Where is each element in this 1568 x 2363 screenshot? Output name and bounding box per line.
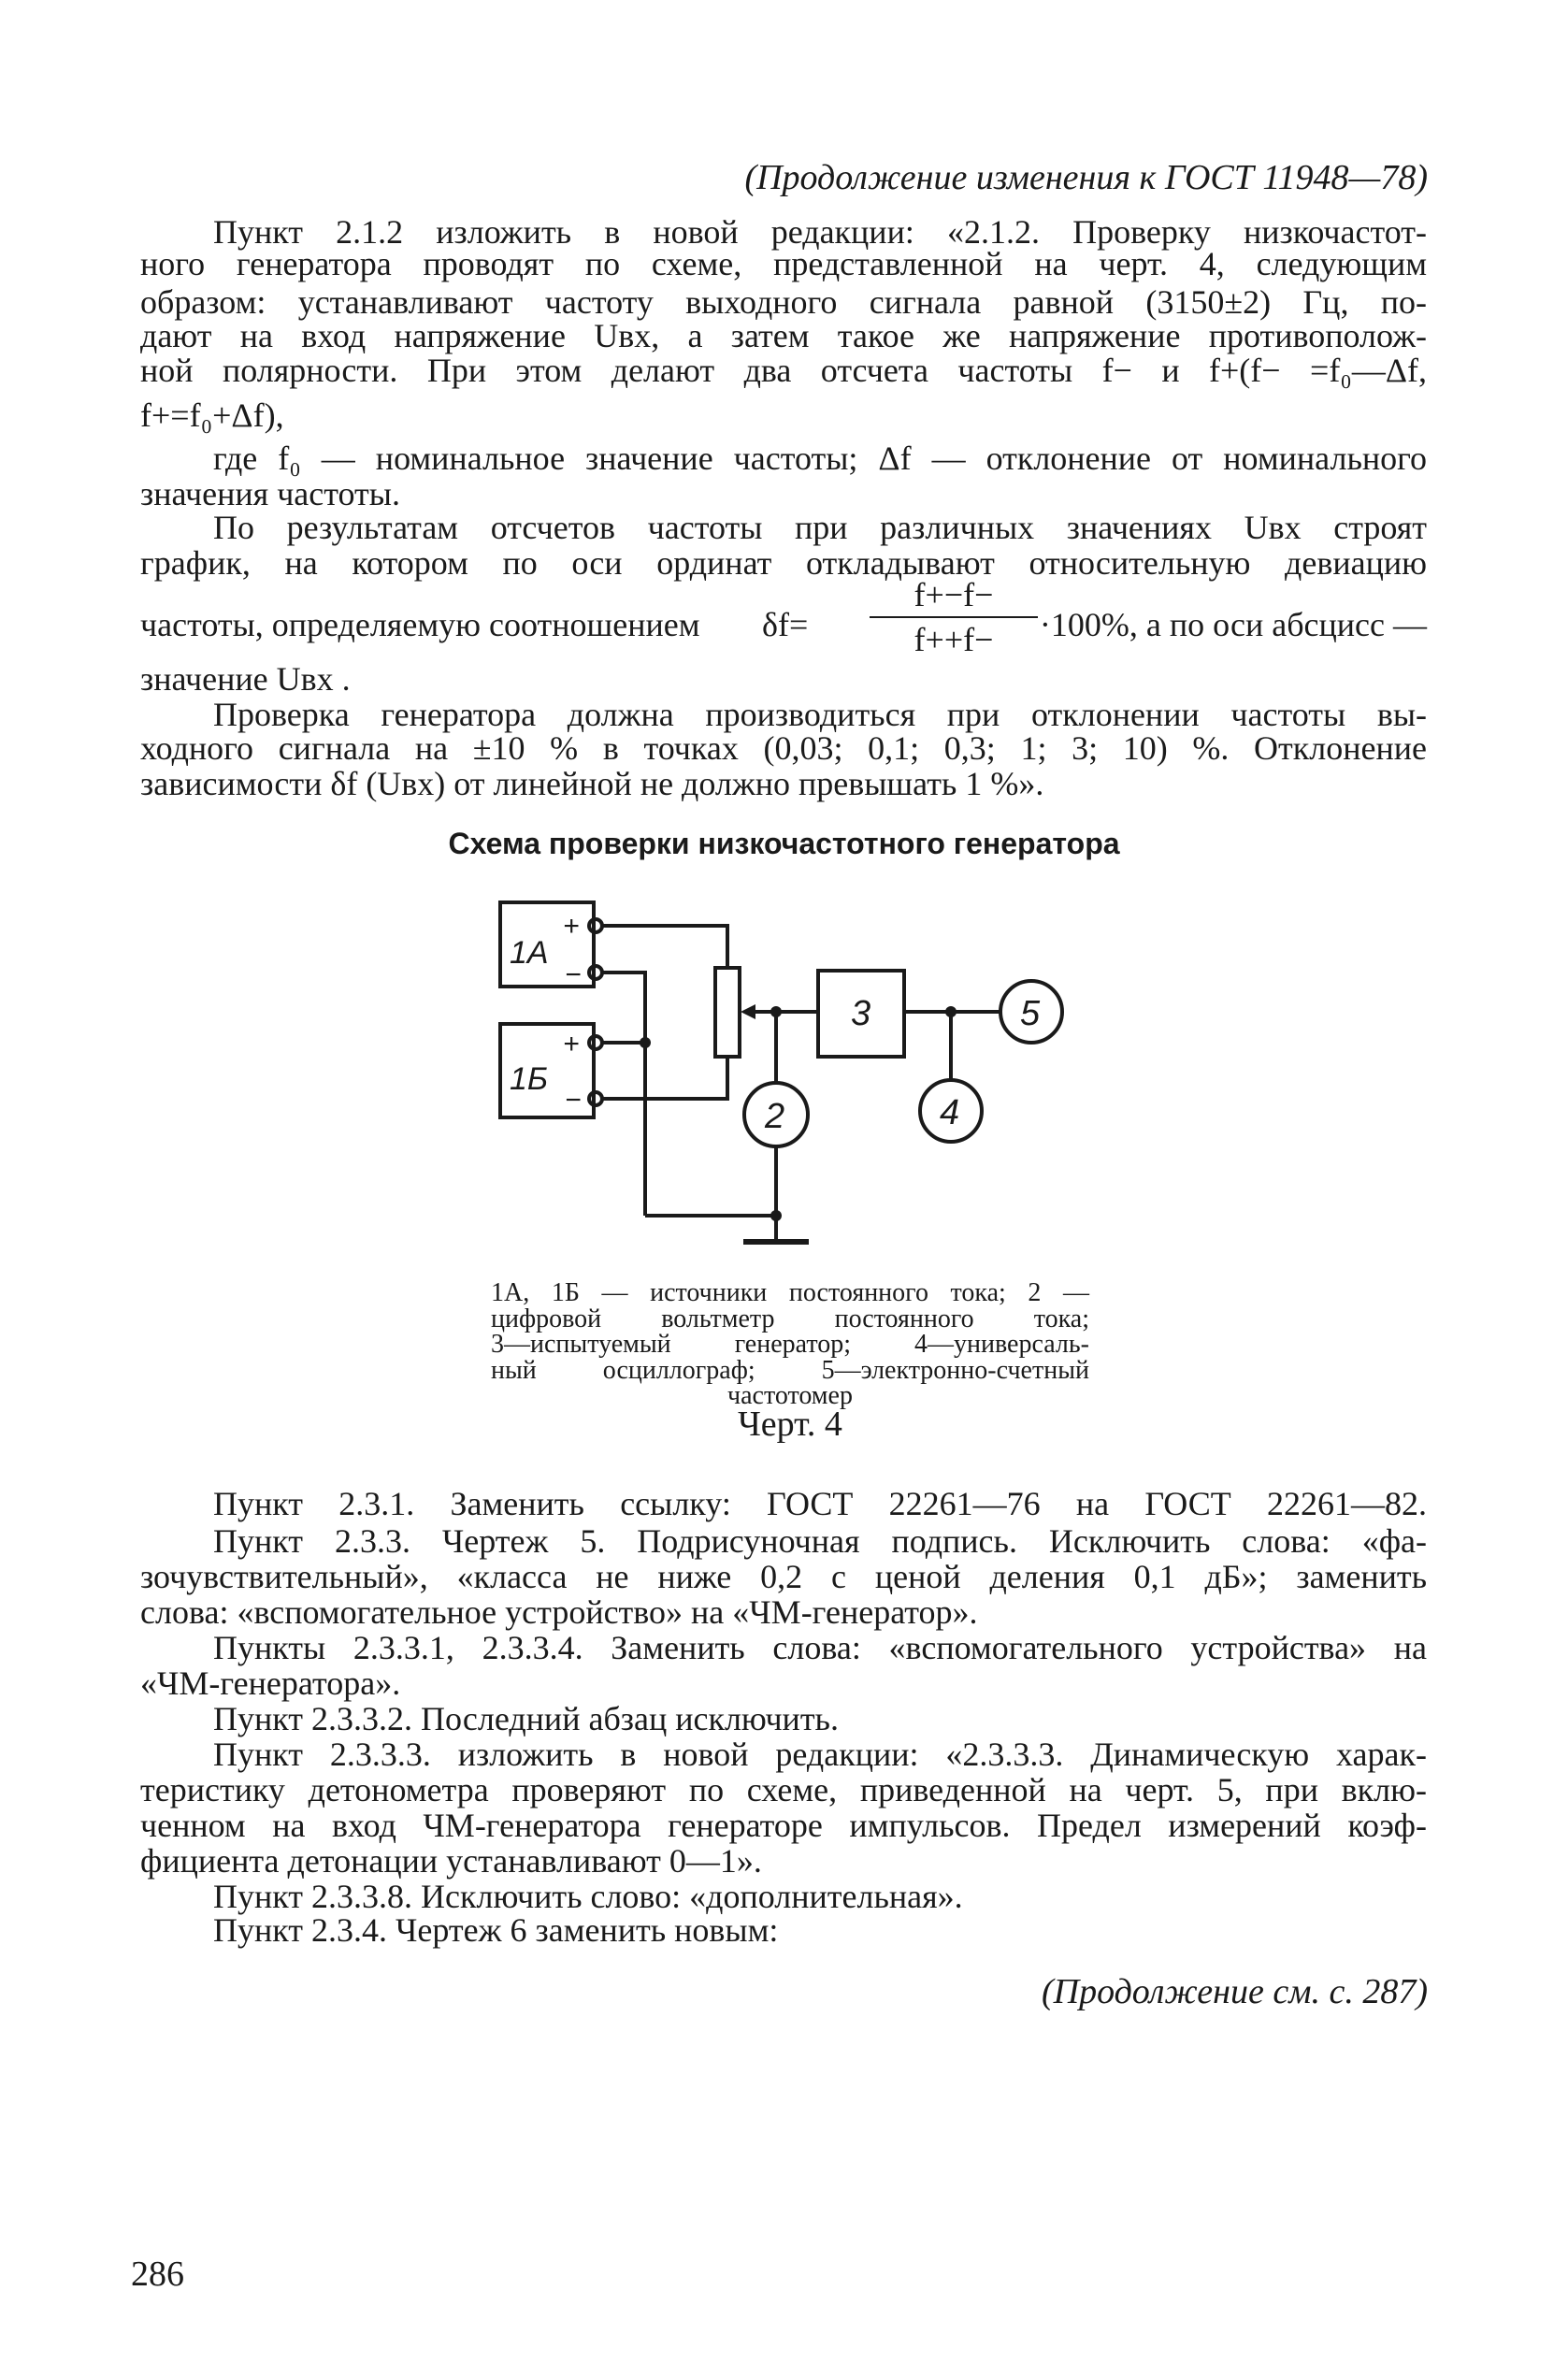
minus-label: − <box>565 1085 582 1116</box>
paragraph-line: ной полярности. При этом делают два отсчета частоты f− и f+(f− =f₀—Δf, <box>140 352 1427 389</box>
wiper-arrow-icon <box>741 1004 755 1019</box>
junction-dot <box>770 1006 782 1017</box>
label-4: 4 <box>940 1093 960 1132</box>
paragraph-line: Пункт 2.3.1. Заменить ссылку: ГОСТ 22261—76 на ГОСТ 22261—82. <box>213 1485 1427 1522</box>
paragraph-line: Пункт 2.3.3.2. Последний абзац исключить. <box>213 1700 839 1737</box>
paragraph-line: фициента детонации устанавливают 0—1». <box>140 1842 762 1880</box>
paragraph-line: значение Uвх . <box>140 660 351 698</box>
formula-symbol: δf= <box>762 606 809 643</box>
wire <box>602 926 727 968</box>
page-number: 286 <box>131 2255 184 2294</box>
potentiometer <box>715 968 740 1057</box>
formula-denominator: f++f− <box>913 621 994 658</box>
paragraph-line: график, на котором по оси ординат откладывают относительную девиацию <box>140 544 1427 582</box>
plus-label: + <box>563 911 580 942</box>
paragraph-line: Пункт 2.3.4. Чертеж 6 заменить новым: <box>213 1911 779 1949</box>
paragraph-line: теристику детонометра проверяют по схеме, приведенной на черт. 5, при вклю- <box>140 1771 1427 1808</box>
plus-label: + <box>563 1029 580 1059</box>
paragraph-line: Пункты 2.3.3.1, 2.3.3.4. Заменить слова: «вспомогательного устройства» на <box>213 1629 1427 1666</box>
paragraph-line: ходного сигнала на ±10 % в точках (0,03; 0,1; 0,3; 1; 3; 10) %. Отклонение <box>140 729 1427 767</box>
paragraph-line: образом: устанавливают частоту выходного сигнала равной (3150±2) Гц, по- <box>140 283 1427 321</box>
junction-dot <box>770 1210 782 1221</box>
paragraph-line: дают на вход напряжение Uвх, а затем такое же напряжение противополож- <box>140 317 1427 354</box>
caption-line: 1А, 1Б — источники постоянного тока; 2 — <box>491 1278 1089 1307</box>
continuation-footer: (Продолжение см. с. 287) <box>1041 1972 1428 2011</box>
paragraph-line: зочувствительный», «класса не ниже 0,2 с ценой деления 0,1 дБ»; заменить <box>140 1558 1427 1595</box>
paragraph-line: ченном на вход ЧМ-генератора генераторе импульсов. Предел измерений коэф- <box>140 1807 1427 1844</box>
wire <box>602 1057 727 1099</box>
chart-label: Черт. 4 <box>738 1405 842 1444</box>
figure-title: Схема проверки низкочастотного генератора <box>448 827 1120 860</box>
caption-line: ный осциллограф; 5—электронно-счетный <box>491 1356 1089 1385</box>
junction-dot <box>945 1006 957 1017</box>
label-5: 5 <box>1020 994 1041 1033</box>
paragraph-line: Пункт 2.3.3. Чертеж 5. Подрисуночная подпись. Исключить слова: «фа- <box>213 1522 1427 1560</box>
formula-lead: частоты, определяемую соотношением <box>140 606 700 643</box>
caption-line: цифровой вольтметр постоянного тока; <box>491 1304 1089 1333</box>
paragraph-line: ного генератора проводят по схеме, представленной на черт. 4, следующим <box>140 245 1427 282</box>
wire <box>602 973 645 1216</box>
label-1a: 1А <box>510 935 549 971</box>
junction-dot <box>640 1037 651 1048</box>
paragraph-line: где f₀ — номинальное значение частоты; Δf — отклонение от номинального <box>213 439 1427 477</box>
paragraph-line: слова: «вспомогательное устройство» на «ЧМ-генератор». <box>140 1593 978 1631</box>
caption-line: частотомер <box>727 1381 853 1410</box>
paragraph-line: Пункт 2.1.2 изложить в новой редакции: «2.1.2. Проверку низкочастот- <box>213 213 1427 251</box>
paragraph-line: значения частоты. <box>140 475 400 512</box>
continuation-header: (Продолжение изменения к ГОСТ 11948—78) <box>744 158 1428 197</box>
formula-numerator: f+−f− <box>913 576 994 613</box>
paragraph-line: Проверка генератора должна производиться при отклонении частоты вы- <box>213 696 1427 733</box>
paragraph-line: «ЧМ-генератора». <box>140 1664 401 1702</box>
label-1b: 1Б <box>510 1061 549 1097</box>
paragraph-line: Пункт 2.3.3.3. изложить в новой редакции: «2.3.3.3. Динамическую харак- <box>213 1736 1427 1773</box>
paragraph-line: Пункт 2.3.3.8. Исключить слово: «дополнительная». <box>213 1878 963 1915</box>
paragraph-line: зависимости δf (Uвх) от линейной не должно превышать 1 %». <box>140 765 1044 802</box>
formula-tail: ·100%, а по оси абсцисс — <box>1039 606 1427 643</box>
label-2: 2 <box>765 1097 785 1136</box>
label-3: 3 <box>851 994 871 1033</box>
caption-line: 3—испытуемый генератор; 4—универсаль- <box>491 1330 1089 1359</box>
paragraph-line: f+=f₀+Δf), <box>140 396 284 434</box>
minus-label: − <box>565 959 582 990</box>
paragraph-line: По результатам отсчетов частоты при различных значениях Uвх строят <box>213 509 1427 546</box>
